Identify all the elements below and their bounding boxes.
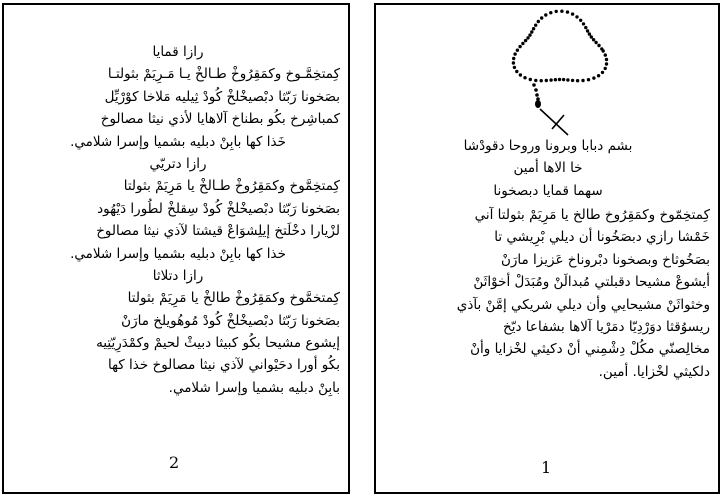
section-heading: خَذا كها بابِنْ دبليه بشميا وإسرا شلامي. bbox=[70, 133, 286, 150]
header-line: بشم دبابا وبرونا وروحا دقودْشا bbox=[463, 138, 633, 154]
text-line: كِمتخمَّوخ وكمَقِرُوخْ طالخْ يا مَرِيَمْ بثولتا bbox=[127, 290, 340, 307]
text-line: إيشوع مشيحا بكُو كبيثا دبيثْ لحيمْ وكمْدَرِيّتِيه bbox=[96, 335, 340, 352]
booklet-page-2 bbox=[2, 3, 350, 494]
page-number: 2 bbox=[169, 453, 180, 472]
text-line: بكُو أورا دحَيْواني لآذي نيثا مصالوخ خذا كها bbox=[107, 357, 340, 374]
header-line: خا الاها أمين bbox=[513, 160, 583, 177]
text-line: كِمتخِمّوخ وكمَقِرُوخ طالخ يا مَرِيَمْ بثولتا آني bbox=[474, 207, 710, 223]
text-line: كِمتخِمَّـوخ وكمَقِرُوخْ طـالخْ يـا مَـرِيَمْ بثولتـا bbox=[107, 66, 340, 83]
text-line: مخالِصنّي مكُلْ دِشْمِني أنْ دكيثي لخْزايا وأنْ bbox=[470, 341, 710, 358]
text-line: لزْيارا دخْلَتخ إيلِشوَاعْ قيشتا لآذي نيثا مصالوخ bbox=[96, 223, 340, 240]
text-line: أيشوعْ مشيحا دقبلتي مُبدالَنْ ومُبَدَلْ أخوْاثَنْ bbox=[473, 274, 710, 291]
booklet-page-1 bbox=[374, 3, 720, 494]
section-heading: رازا قمايا bbox=[152, 44, 204, 60]
text-line: بصَخونا رَبّثا دبْصيخْلخْ كُودْ ثِيليه مَلاخا كوْرْيِّل bbox=[104, 88, 340, 105]
section-heading: رازا دتريّي bbox=[149, 155, 207, 172]
section-heading: خذا كها بابِنْ دبليه بشميا وإسرا شلامي. bbox=[70, 245, 286, 262]
text-line: بصَخُوثاخ وبصخونا دبْروناخ عَزيزا مارَنْ bbox=[500, 251, 710, 268]
page-number: 1 bbox=[541, 458, 552, 477]
page-1-header bbox=[386, 135, 710, 202]
text-line: ريسوُقثا دوَرْدِيّا دمَرْيا آلاها بشفاعا ديّخ bbox=[503, 318, 710, 335]
rosary-icon bbox=[504, 9, 614, 139]
text-line: بصَخونا رَبّثا دبْصيخْلخْ كُودْ مُوهُويلخ مارَنْ bbox=[121, 312, 340, 329]
page-1-body bbox=[386, 204, 710, 383]
text-line: وخثواثَنْ مشيحايي وأن ديلي شريكي إمَّنْ بآذي bbox=[456, 296, 710, 313]
page-2-text bbox=[16, 41, 340, 399]
text-line: بصَخونا رَبّثا دبْصيخْلخْ كُودْ سِقلخْ لطُورا دَيْهُود bbox=[97, 200, 340, 217]
section-heading: رازا دتلاثا bbox=[152, 267, 204, 284]
text-line: كِمتخِمَّوخ وكمَقِرُوخْ طـالخْ يا مَرِيَمْ بثولتا bbox=[123, 178, 340, 195]
header-line: سهما قمايا دبصخونا bbox=[493, 182, 603, 199]
text-line: بابِنْ دبليه بشميا وإسرا شلامي. bbox=[168, 379, 340, 396]
text-line: كمباشِرخ بكُو بطناخ آلاهايا لأذي نيثا مصالوخ bbox=[100, 111, 340, 128]
text-line: خَمْشا رازي دبصَخُونا أن ديلي بْرِيشي تا bbox=[494, 229, 710, 246]
text-line: دلكيثي لخْزايا. أمين. bbox=[598, 363, 710, 380]
